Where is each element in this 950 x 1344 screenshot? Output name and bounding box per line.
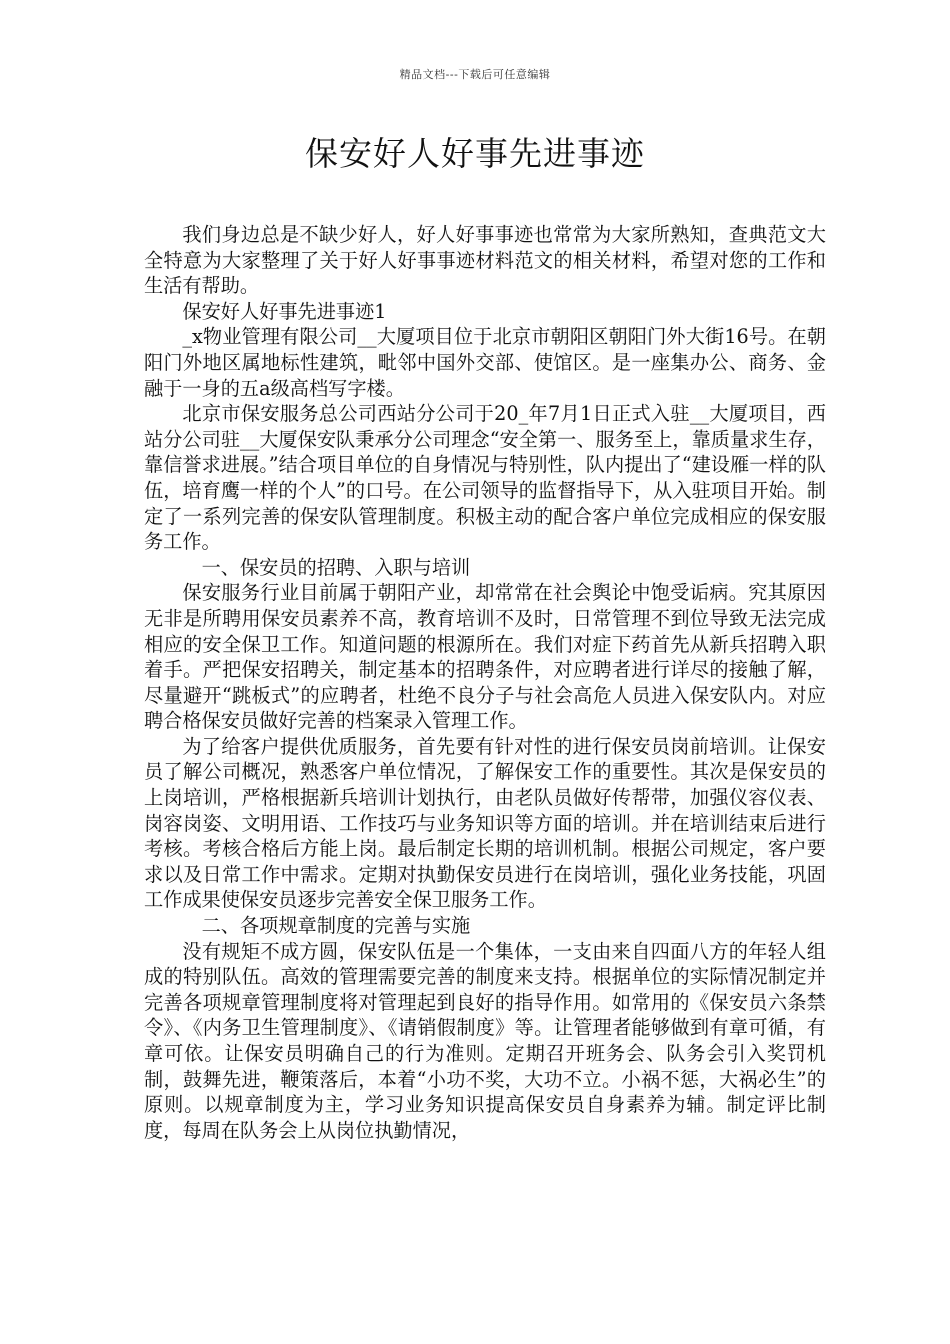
- body-paragraph: 保安好人好事先进事迹1: [182, 299, 387, 323]
- document-title: 保安好人好事先进事迹: [305, 134, 645, 173]
- body-paragraph: 北京市保安服务总公司西站分公司于20_年7月1日正式入驻__大厦项目，西站分公司驻__大厦保安队秉承分公司理念“安全第一、服务至上，靠质量求生存，靠信誉求进展。”结合项目单位的自身情况与特别性，队内提出了“建设雁一样的队伍，培育鹰一样的个人”的口号。在公司领导的监督指导下，从入驻项目开始。制定了一系列完善的保安队管理制度。积极主动的配合客户单位完成相应的保安服务工作。: [144, 402, 826, 554]
- body-paragraph: 没有规矩不成方圆，保安队伍是一个集体，一支由来自四面八方的年轻人组成的特别队伍。高效的管理需要完善的制度来支持。根据单位的实际情况制定并完善各项规章管理制度将对管理起到良好的指导作用。如常用的《保安员六条禁令》、《内务卫生管理制度》、《请销假制度》等。让管理者能够做到有章可循，有章可依。让保安员明确自己的行为准则。定期召开班务会、队务会引入奖罚机制，鼓舞先进，鞭策落后，本着“小功不奖，大功不立。小祸不惩，大祸必生”的原则。以规章制度为主，学习业务知识提高保安员自身素养为辅。制定评比制度，每周在队务会上从岗位执勤情况，: [144, 939, 826, 1142]
- body-paragraph: 为了给客户提供优质服务，首先要有针对性的进行保安员岗前培训。让保安员了解公司概况，熟悉客户单位情况，了解保安工作的重要性。其次是保安员的上岗培训，严格根据新兵培训计划执行，由老队员做好传帮带，加强仪容仪表、岗容岗姿、文明用语、工作技巧与业务知识等方面的培训。并在培训结束后进行考核。考核合格后方能上岗。最后制定长期的培训机制。根据公司规定，客户要求以及日常工作中需求。定期对执勤保安员进行在岗培训，强化业务技能，巩固工作成果使保安员逐步完善安全保卫服务工作。: [144, 734, 826, 912]
- section-heading: 一、保安员的招聘、入职与培训: [201, 555, 471, 579]
- body-paragraph: 我们身边总是不缺少好人，好人好事事迹也常常为大家所熟知，查典范文大全特意为大家整理了关于好人好事事迹材料范文的相关材料，希望对您的工作和生活有帮助。: [144, 223, 826, 298]
- header-note: 精品文档---下载后可任意编辑: [399, 68, 551, 81]
- body-paragraph: _x物业管理有限公司__大厦项目位于北京市朝阳区朝阳门外大街16号。在朝阳门外地区属地标性建筑，毗邻中国外交部、使馆区。是一座集办公、商务、金融于一身的五a级高档写字楼。: [144, 325, 826, 400]
- section-heading: 二、各项规章制度的完善与实施: [201, 914, 471, 938]
- body-paragraph: 保安服务行业目前属于朝阳产业，却常常在社会舆论中饱受诟病。究其原因无非是所聘用保安员素养不高，教育培训不及时，日常管理不到位导致无法完成相应的安全保卫工作。知道问题的根源所在。我们对症下药首先从新兵招聘入职着手。严把保安招聘关，制定基本的招聘条件，对应聘者进行详尽的接触了解，尽量避开“跳板式”的应聘者，杜绝不良分子与社会高危人员进入保安队内。对应聘合格保安员做好完善的档案录入管理工作。: [144, 581, 826, 733]
- document-body: [144, 222, 826, 1143]
